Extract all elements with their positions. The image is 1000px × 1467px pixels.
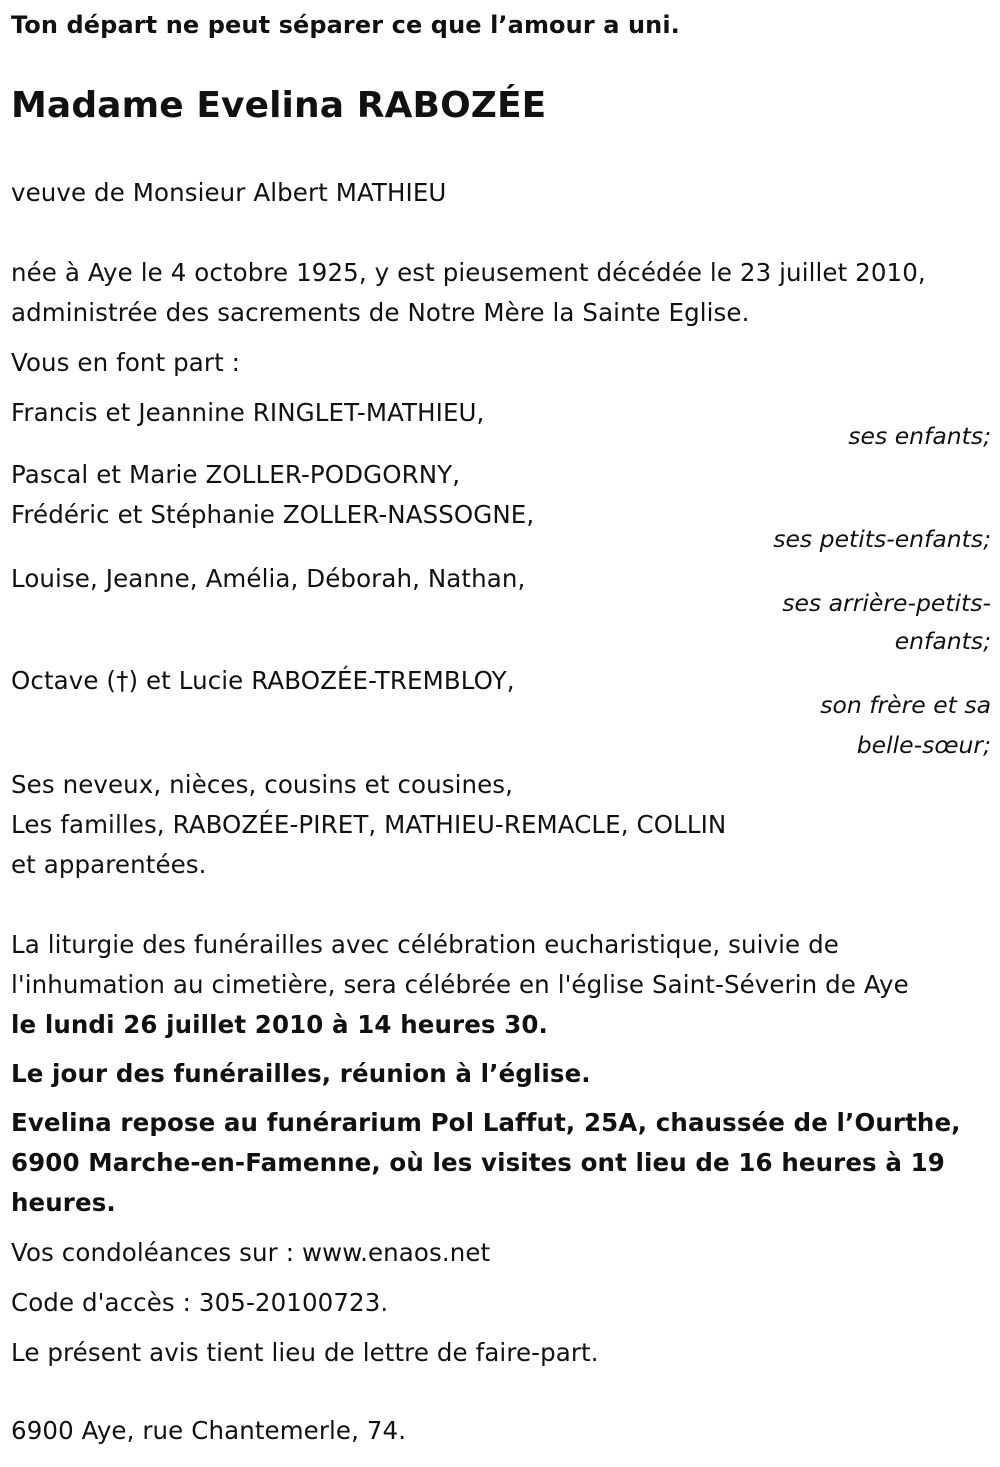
funeral-line-1: La liturgie des funérailles avec célébration eucharistique, suivie de: [11, 930, 839, 959]
others-line-2: Les familles, RABOZÉE-PIRET, MATHIEU-REMACLE, COLLIN: [11, 810, 727, 839]
others-line-3: et apparentées.: [11, 850, 207, 879]
address: 6900 Aye, rue Chantemerle, 74.: [11, 1416, 407, 1445]
condolences: Vos condoléances sur : www.enaos.net: [11, 1238, 491, 1267]
meeting: Le jour des funérailles, réunion à l’église.: [11, 1059, 591, 1088]
great-grandchildren-role-line-1: ses arrière-petits-: [782, 589, 991, 617]
visitation-line-1: Evelina repose au funérarium Pol Laffut, 25A, chaussée de l’Ourthe,: [11, 1108, 961, 1137]
siblings-role-line-2: belle-sœur;: [856, 731, 991, 759]
funeral-line-2: l'inhumation au cimetière, sera célébrée en l'église Saint-Séverin de Aye: [11, 970, 909, 999]
visitation-line-3: heures.: [11, 1188, 116, 1217]
children-names: Francis et Jeannine RINGLET-MATHIEU,: [11, 398, 485, 427]
funeral-date-time: le lundi 26 juillet 2010 à 14 heures 30.: [11, 1010, 548, 1039]
notice: Le présent avis tient lieu de lettre de faire-part.: [11, 1338, 599, 1367]
deceased-name: Madame Evelina RABOZÉE: [11, 85, 547, 126]
great-grandchildren-role-line-2: enfants;: [894, 627, 991, 655]
great-grandchildren-names: Louise, Jeanne, Amélia, Déborah, Nathan,: [11, 564, 526, 593]
siblings-names: Octave (†) et Lucie RABOZÉE-TREMBLOY,: [11, 666, 515, 695]
birth-death-line-2: administrée des sacrements de Notre Mère la Sainte Eglise.: [11, 298, 750, 327]
access-code: Code d'accès : 305-20100723.: [11, 1288, 389, 1317]
widow-of: veuve de Monsieur Albert MATHIEU: [11, 178, 447, 207]
epigraph: Ton départ ne peut séparer ce que l’amour a uni.: [11, 11, 680, 39]
birth-death-line-1: née à Aye le 4 octobre 1925, y est pieusement décédée le 23 juillet 2010,: [11, 258, 926, 287]
grandchildren-role: ses petits-enfants;: [773, 525, 991, 553]
siblings-role-line-1: son frère et sa: [820, 691, 991, 719]
others-line-1: Ses neveux, nièces, cousins et cousines,: [11, 770, 514, 799]
grandchildren-line-2: Frédéric et Stéphanie ZOLLER-NASSOGNE,: [11, 500, 535, 529]
children-role: ses enfants;: [848, 422, 991, 450]
grandchildren-line-1: Pascal et Marie ZOLLER-PODGORNY,: [11, 460, 461, 489]
visitation-line-2: 6900 Marche-en-Famenne, où les visites ont lieu de 16 heures à 19: [11, 1148, 945, 1177]
announce: Vous en font part :: [11, 348, 241, 377]
